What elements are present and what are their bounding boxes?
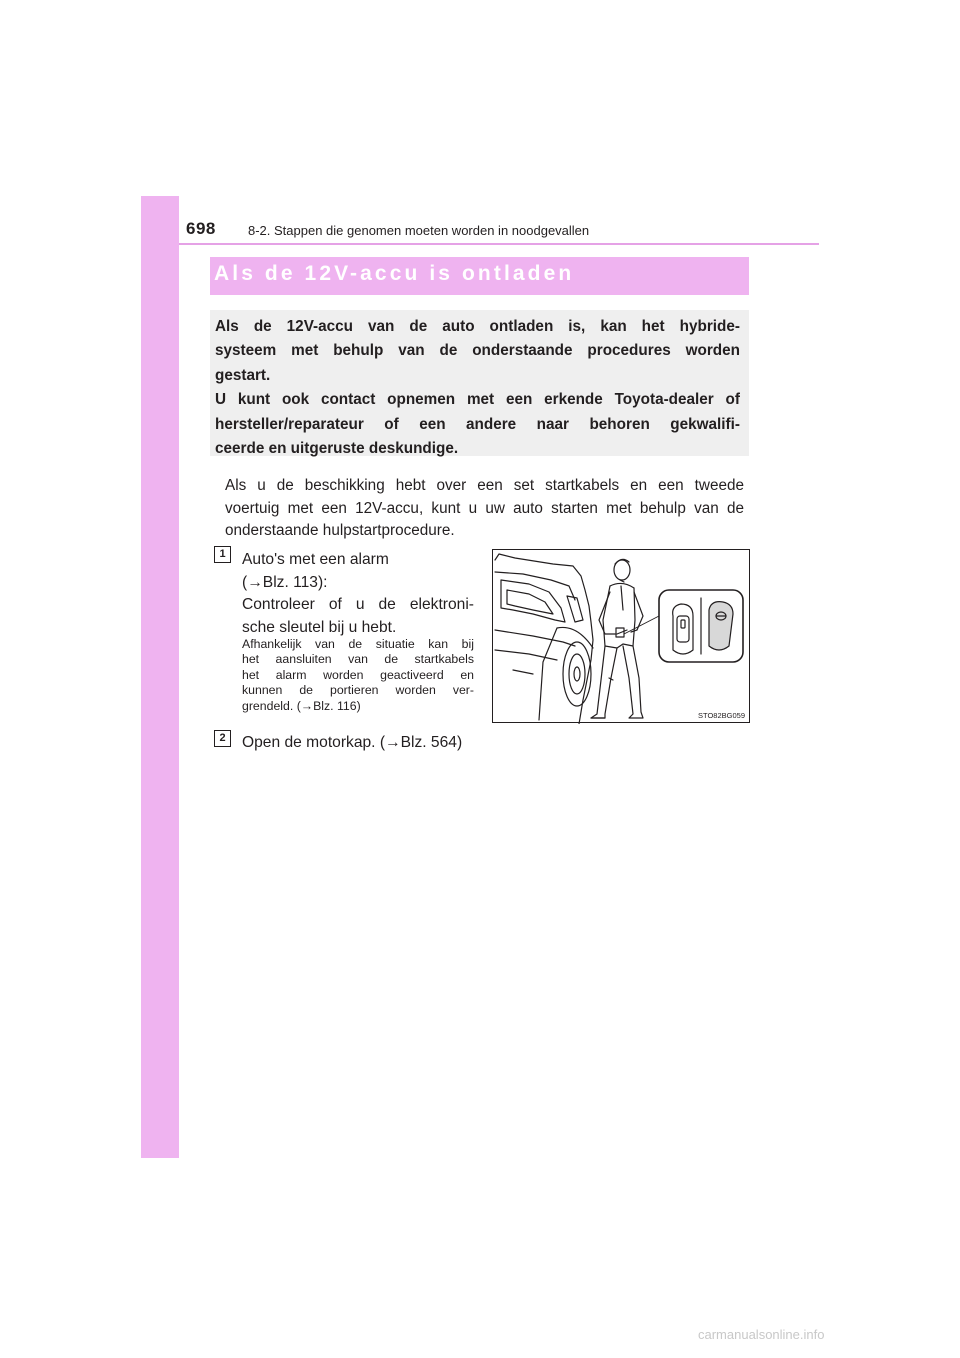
step-1-line: (→Blz. 113):: [242, 573, 328, 591]
page-number: 698: [186, 219, 216, 238]
summary-line: gestart.: [215, 366, 271, 384]
summary-box: [210, 310, 749, 456]
summary-line: U kunt ook contact opnemen met een erkende Toyota-dealer of: [215, 391, 740, 409]
step-1-line: sche sleutel bij u hebt.: [242, 618, 397, 636]
smart-key-front-icon: [673, 604, 693, 654]
summary-line: systeem met behulp van de onderstaande procedures worden: [215, 342, 740, 360]
car-rear-icon: [495, 554, 593, 724]
step-1-line: Auto's met een alarm: [242, 551, 389, 568]
note-line: grendeld. (→Blz. 116): [242, 698, 361, 713]
summary-text: [215, 315, 740, 461]
header-rule: [179, 243, 819, 245]
step-1-note: [242, 637, 474, 714]
step-number-2: 2: [214, 730, 231, 747]
topic-banner: [210, 257, 749, 295]
note-line: Afhankelijk van de situatie kan bij: [242, 637, 474, 651]
key-callout: [659, 590, 743, 662]
note-line: kunnen de portieren worden ver-: [242, 683, 474, 698]
summary-line: hersteller/reparateur of een andere naar behoren gekwalifi-: [215, 415, 740, 433]
section-title: 8-2. Stappen die genomen moeten worden in noodgevallen: [248, 223, 590, 238]
intro-line: voertuig met een 12V-accu, kunt u uw auto starten met behulp van de: [225, 499, 744, 517]
figure-id: STO82BG059: [698, 711, 745, 720]
summary-line: ceerde en uitgeruste deskundige.: [215, 440, 459, 458]
topic-title: Als de 12V-accu is ontladen: [214, 262, 575, 285]
watermark: carmanualsonline.info: [698, 1327, 825, 1342]
note-line: het alarm worden geactiveerd en: [242, 667, 474, 682]
intro-paragraph: [225, 475, 744, 543]
step-1-text: [242, 549, 474, 639]
step-number-1: 1: [214, 546, 231, 563]
person-icon: [591, 559, 643, 718]
note-line: het aansluiten van de startkabels: [242, 652, 474, 667]
chapter-tab-bar: [141, 196, 179, 1158]
intro-line: Als u de beschikking hebt over een set startkabels en een tweede: [225, 477, 744, 494]
smart-key-back-icon: [709, 602, 733, 650]
step-1-line: Controleer of u de elektroni-: [242, 596, 474, 614]
summary-line: Als de 12V-accu van de auto ontladen is, kan het hybride-: [215, 318, 740, 335]
intro-line: onderstaande hulpstartprocedure.: [225, 522, 455, 539]
illustration-key-check: [492, 549, 750, 723]
step-2-text: Open de motorkap. (→Blz. 564): [242, 734, 463, 751]
